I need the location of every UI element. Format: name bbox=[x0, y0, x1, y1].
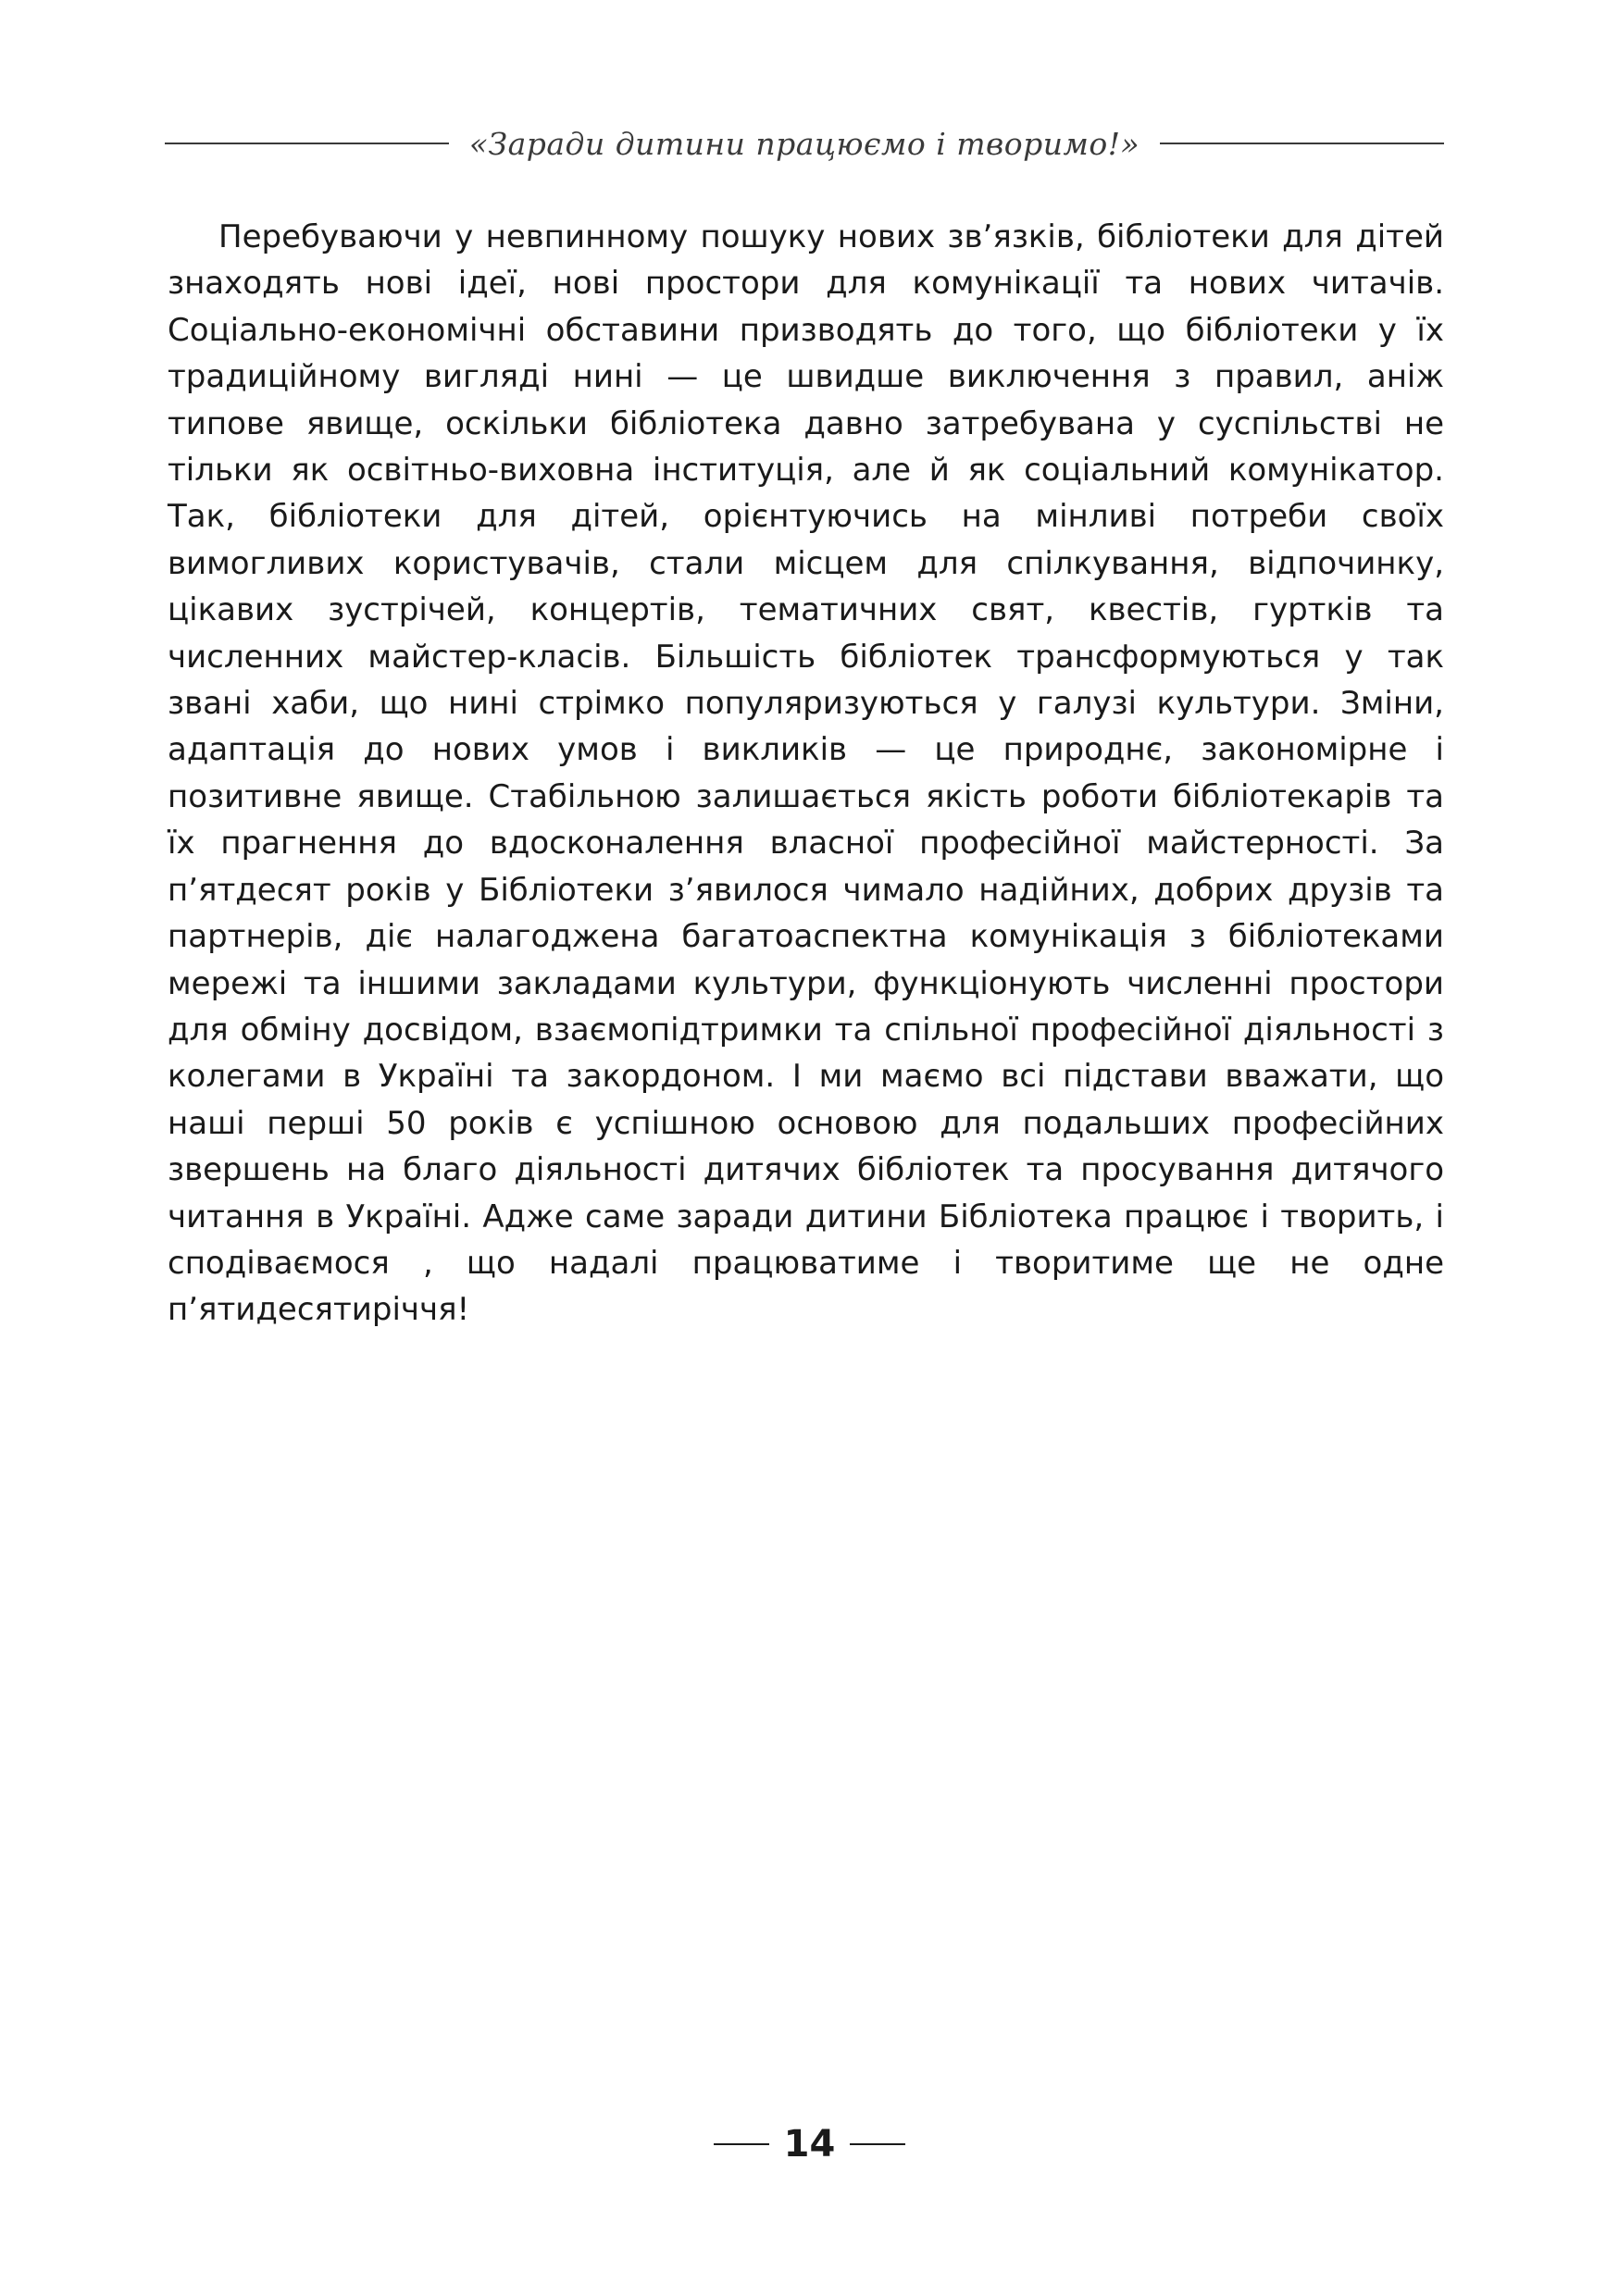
footer-right-rule bbox=[850, 2143, 905, 2145]
page-footer bbox=[0, 2121, 1619, 2167]
body-text bbox=[168, 214, 1444, 1334]
header-right-rule bbox=[1160, 143, 1444, 144]
footer-left-rule bbox=[714, 2143, 769, 2145]
page-number: 14 bbox=[783, 2123, 836, 2166]
header-left-rule bbox=[165, 143, 449, 144]
body-paragraph: Перебуваючи у невпинному пошуку нових зв’язків, бібліотеки для дітей знаходять нові ідеї, нові простори для комунікації та нових читачів. Соціально-економічні обставини призводять до того, що бібліотеки у їх традиційному вигляді нині — це швидше виключення з правил, аніж типове явище, оскільки бібліотека давно затребувана у суспільстві не тільки як освітньо-виховна інституція, але й як соціальний комунікатор. Так, бібліотеки для дітей, орієнтуючись на мінливі потреби своїх вимогливих користувачів, стали місцем для спілкування, відпочинку, цікавих зустрічей, концертів, тематичних свят, квестів, гуртків та численних майстер-класів. Більшість бібліотек трансформуються у так звані хаби, що нині стрімко популяризуються у галузі культури. Зміни, адаптація до нових умов і викликів — це природнє, закономірне і позитивне явище. Стабільною залишається якість роботи бібліотекарів та їх прагнення до вдосконалення власної професійної майстерності. За п’ятдесят років у Бібліотеки з’явилося чимало надійних, добрих друзів та партнерів, діє налагоджена багатоаспектна комунікація з бібліотеками мережі та іншими закладами культури, функціонують численні простори для обміну досвідом, взаємопідтримки та спільної професійної діяльності з колегами в Україні та закордоном. І ми маємо всі підстави вважати, що наші перші 50 років є успішною основою для подальших професійних звершень на благо діяльності дитячих бібліотек та просування дитячого читання в Україні. Адже саме заради дитини Бібліотека працює і творить, і сподіваємося , що надалі працюватиме і творитиме ще не одне п’ятидесятиріччя! bbox=[168, 218, 1444, 1329]
running-header-title: «Заради дитини працюємо і творимо!» bbox=[468, 125, 1140, 162]
running-header bbox=[165, 111, 1444, 176]
